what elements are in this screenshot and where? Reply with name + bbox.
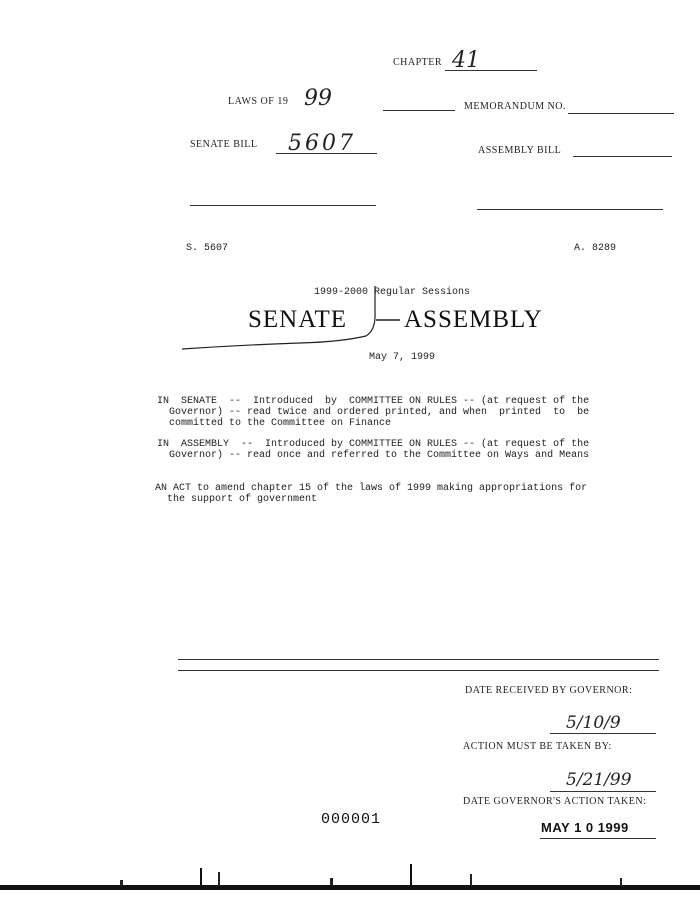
act-title-line-1: AN ACT to amend chapter 15 of the laws of 1999 making appropriations for (155, 483, 588, 494)
chapter-label: CHAPTER (393, 57, 443, 68)
action-must-be-taken-label: ACTION MUST BE TAKEN BY: (463, 741, 612, 752)
action-taken-label: DATE GOVERNOR'S ACTION TAKEN: (463, 796, 647, 807)
footer-rule-2 (178, 670, 659, 671)
senate-bill-underline (276, 153, 377, 154)
assembly-intro-line-2: Governor) -- read once and referred to the Committee on Ways and Means (157, 450, 590, 461)
chapter-value: 41 (452, 48, 480, 73)
blank-line-left (190, 205, 376, 206)
act-title-line-2: the support of government (155, 494, 318, 505)
senate-intro-line-2: Governor) -- read twice and ordered printed, and when printed to be (157, 407, 590, 418)
memorandum-underline (568, 113, 674, 114)
senate-bill-value: 5607 (288, 131, 356, 156)
laws-of-label: LAWS OF 19 (228, 96, 289, 107)
date-received-underline (550, 733, 656, 734)
sessions-heading: 1999-2000 Regular Sessions (314, 287, 471, 298)
action-by-value: 5/21/99 (566, 770, 632, 790)
laws-underline (383, 110, 455, 111)
senate-title: SENATE (248, 306, 348, 333)
assembly-title: ASSEMBLY (404, 306, 543, 333)
bracket-scribble (180, 282, 400, 354)
action-by-underline (550, 791, 656, 792)
assembly-intro-line-1: IN ASSEMBLY -- Introduced by COMMITTEE ON RULES -- (at request of the (157, 439, 590, 450)
senate-intro-line-3: committed to the Committee on Finance (157, 418, 392, 429)
assembly-bill-underline (573, 156, 672, 157)
senate-bill-number: S. 5607 (186, 243, 229, 254)
page-number: 000001 (321, 811, 382, 828)
footer-rule-1 (178, 659, 659, 660)
blank-line-right (477, 209, 663, 210)
laws-year-value: 99 (304, 86, 332, 111)
assembly-bill-label: ASSEMBLY BILL (478, 145, 562, 156)
date-received-label: DATE RECEIVED BY GOVERNOR: (465, 685, 633, 696)
scan-artifact (0, 850, 700, 896)
date-received-value: 5/10/9 (566, 713, 621, 733)
chapter-underline (445, 70, 537, 71)
senate-bill-label: SENATE BILL (190, 139, 258, 150)
action-taken-underline (540, 838, 656, 839)
action-taken-stamp: MAY 1 0 1999 (541, 820, 629, 835)
memorandum-label: MEMORANDUM NO. (464, 101, 567, 112)
senate-intro-line-1: IN SENATE -- Introduced by COMMITTEE ON RULES -- (at request of the (157, 396, 590, 407)
introduced-date: May 7, 1999 (369, 352, 436, 363)
assembly-bill-number: A. 8289 (574, 243, 617, 254)
